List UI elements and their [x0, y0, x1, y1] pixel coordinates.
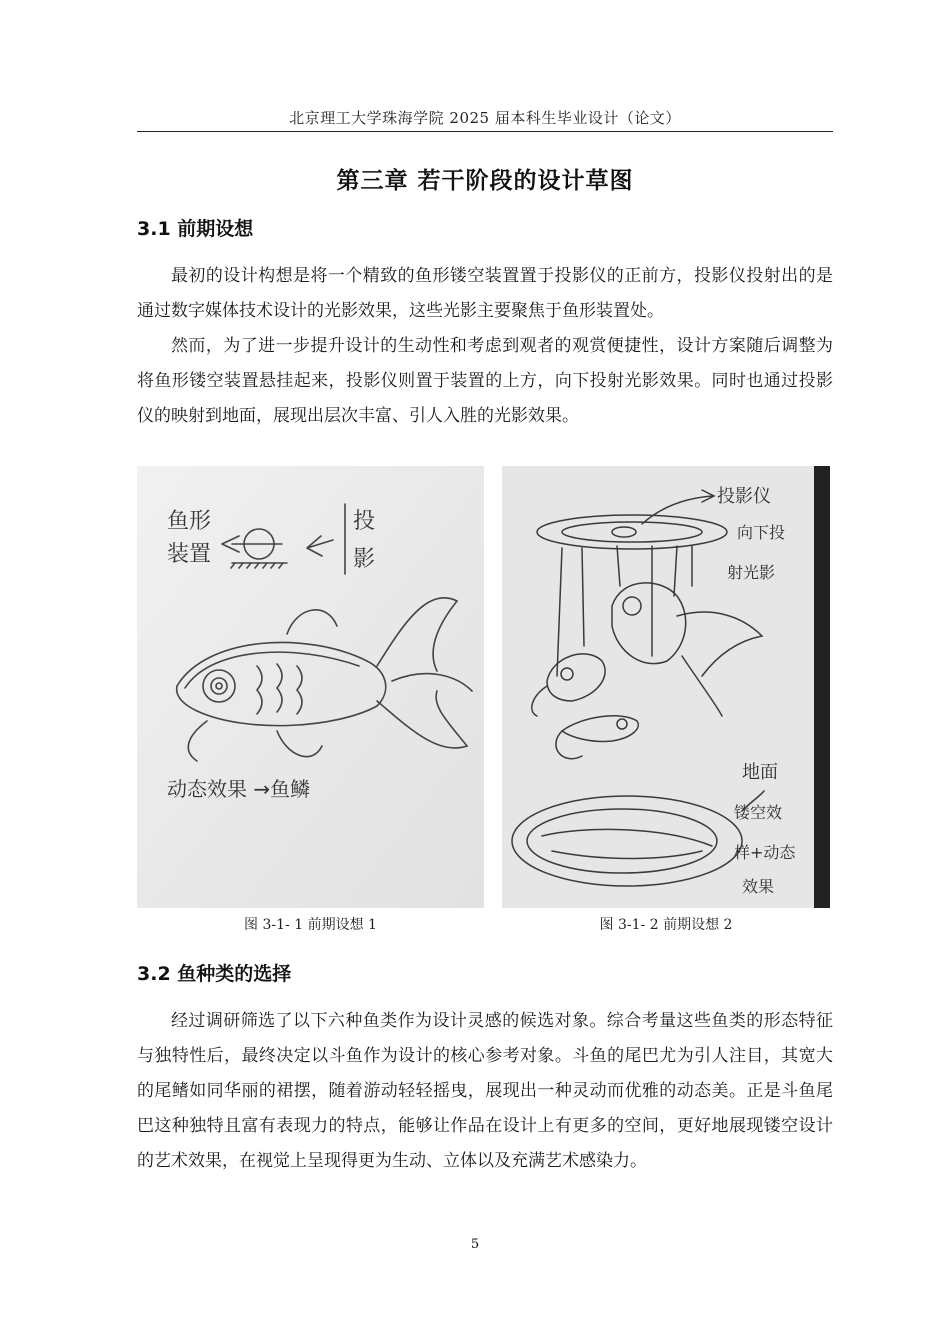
sketch-1-note-device: 装置 [167, 542, 212, 567]
sketch-1-drawing [137, 466, 484, 908]
paragraph-3-2: 经过调研筛选了以下六种鱼类作为设计灵感的候选对象。综合考量这些鱼类的形态特征与独特性后，最终决定以斗鱼作为设计的核心参考对象。斗鱼的尾巴尤为引人注目，其宽大的尾鳍如同华丽的裙摆，随着游动轻轻摇曳，展现出一种灵动而优雅的动态美。正是斗鱼尾巴这种独特且富有表现力的特点，能够让作品在设计上有更多的空间，更好地展现镂空设计的艺术效果，在视觉上呈现得更为生动、立体以及充满艺术感染力。 [137, 1011, 833, 1171]
sketch-2-note-down: 向下投 [737, 523, 786, 542]
sketch-2-drawing [502, 466, 830, 908]
figure-sketch-2 [502, 466, 830, 908]
sketch-1-note-fish: 鱼形 [167, 509, 212, 534]
sketch-2-note-floor: 地面 [742, 762, 778, 783]
chapter-title: 第三章 若干阶段的设计草图 [336, 168, 634, 194]
sketch-1-note-dynamic: 动态效果 →鱼鳞 [167, 777, 311, 801]
sketch-2-note-pattern: 样+动态 [734, 843, 796, 862]
page-number: 5 [470, 1237, 480, 1252]
sketch-2-note-projector: 投影仪 [717, 486, 771, 507]
paragraph-3-1-b: 然而，为了进一步提升设计的生动性和考虑到观者的观赏便捷性，设计方案随后调整为将鱼形镂空装置悬挂起来，投影仪则置于装置的上方，向下投射光影效果。同时也通过投影仪的映射到地面，展现出层次丰富、引人入胜的光影效果。 [137, 336, 833, 426]
sketch-1-note-tou: 投 [353, 509, 376, 534]
header-rule [137, 131, 833, 132]
sketch-2-note-effect: 效果 [742, 877, 775, 896]
figure-caption-2: 图 3-1- 2 前期设想 2 [599, 917, 733, 933]
sketch-1-note-ying: 影 [353, 547, 376, 572]
sketch-2-note-light: 射光影 [727, 563, 776, 582]
paragraph-3-1-a: 最初的设计构想是将一个精致的鱼形镂空装置置于投影仪的正前方，投影仪投射出的是通过数字媒体技术设计的光影效果，这些光影主要聚焦于鱼形装置处。 [137, 266, 833, 321]
section-heading-3-1: 3.1 前期设想 [137, 218, 254, 240]
running-header: 北京理工大学珠海学院 2025 届本科生毕业设计（论文） [289, 109, 681, 127]
figure-sketch-1 [137, 466, 484, 908]
section-heading-3-2: 3.2 鱼种类的选择 [137, 963, 292, 985]
figure-caption-1: 图 3-1- 1 前期设想 1 [244, 917, 377, 933]
sketch-2-note-hollow: 镂空效 [734, 803, 783, 822]
